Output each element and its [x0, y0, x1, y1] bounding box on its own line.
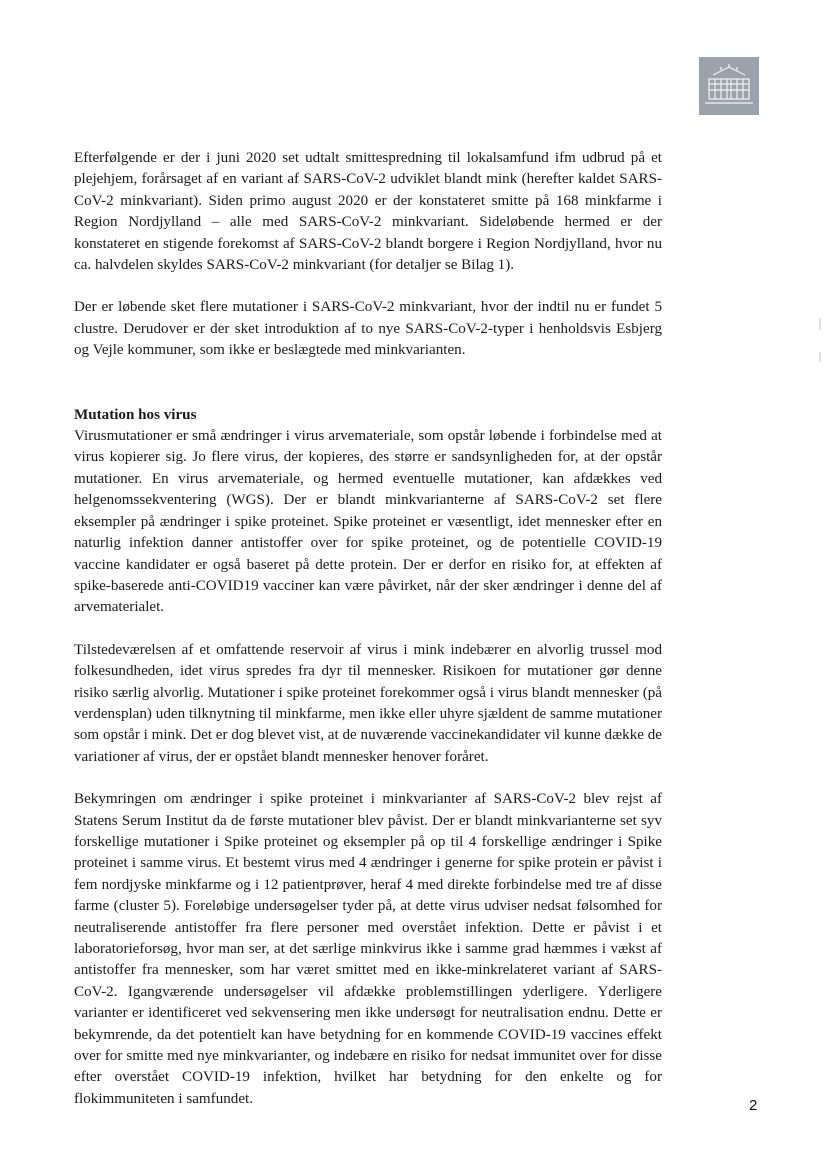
- paragraph: Efterfølgende er der i juni 2020 set udtalt smittespredning til lokalsamfund ifm udbrud på et plejehjem, forårsaget af en variant af SARS-CoV-2 udviklet blandt mink (herefter kaldet SARS-CoV-2 minkvariant). Siden primo august 2020 er der konstateret smitte på 168 minkfarme i Region Nordjylland – alle med SARS-CoV-2 minkvariant. Sideløbende hermed er der konstateret en stigende forekomst af SARS-CoV-2 blandt borgere i Region Nordjylland, hvor nu ca. halvdelen skyldes SARS-CoV-2 minkvariant (for detaljer se Bilag 1).: [74, 150, 662, 274]
- ministry-logo: [699, 57, 759, 115]
- building-emblem-icon: [699, 57, 759, 115]
- page-number: 2: [749, 1097, 758, 1114]
- paragraph: Virusmutationer er små ændringer i virus arvemateriale, som opstår løbende i forbindelse med at virus kopierer sig. Jo flere virus, der kopieres, des større er sandsynligheden for, at der opstår mutationer. En virus arvemateriale, og hermed eventuelle mutationer, kan afdækkes ved helgenomssekventering (WGS). Der er blandt minkvarianterne af SARS-CoV-2 set flere eksempler på ændringer i spike proteinet. Spike proteinet er væsentligt, idet mennesker efter en naturlig infektion danner antistoffer over for spike proteinet, og de potentielle COVID-19 vaccine kandidater er også baseret på dette protein. Der er derfor en risiko for, at effekten af spike-baserede anti-COVID19 vacciner kan være påvirket, når der sker ændringer i denne del af arvematerialet.: [74, 428, 662, 616]
- section-heading: Mutation hos virus: [74, 406, 197, 423]
- scan-artifact: [819, 318, 821, 330]
- scan-artifact: [819, 352, 821, 362]
- paragraph: Bekymringen om ændringer i spike proteinet i minkvarianter af SARS-CoV-2 blev rejst af Statens Serum Institut da de første mutationer blev påvist. Der er blandt minkvarianterne set syv forskellige mutationer i Spike proteinet og eksempler på op til 4 forskellige ændringer i Spike proteinet i samme virus. Et bestemt virus med 4 ændringer i generne for spike protein er påvist i fem nordjyske minkfarme og i 12 patientprøver, heraf 4 med direkte forbindelse med tre af disse farme (cluster 5). Foreløbige undersøgelser tyder på, at dette virus udviser nedsat følsomhed for neutraliserende antistoffer fra flere personer med overstået infektion. Dette er påvist i et laboratorieforsøg, hvor man ser, at det særlige minkvirus ikke i samme grad hæmmes i vækst af antistoffer fra mennesker, som har været smittet med en ikke-minkrelateret variant af SARS-CoV-2. Igangværende undersøgelser vil afdække problemstillingen yderligere. Yderligere varianter er identificeret ved sekvensering men ikke undersøgt for neutralisation endnu. Dette er bekymrende, da det potentielt kan have betydning for en kommende COVID-19 vaccines effekt over for smitte med nye minkvarianter, og indebære en risiko for nedsat immunitet over for disse efter overstået COVID-19 infektion, hvilket har betydning for den enkelte og for flokimmuniteten i samfundet.: [74, 791, 662, 1107]
- paragraph: Der er løbende sket flere mutationer i SARS-CoV-2 minkvariant, hvor der indtil nu er fundet 5 clustre. Derudover er der sket introduktion af to nye SARS-CoV-2-typer i henholdsvis Esbjerg og Vejle kommuner, som ikke er beslægtede med minkvarianten.: [74, 299, 662, 359]
- paragraph: Tilstedeværelsen af et omfattende reservoir af virus i mink indebærer en alvorlig trussel mod folkesundheden, idet virus spredes fra dyr til mennesker. Risikoen for mutationer gør denne risiko særlig alvorlig. Mutationer i spike proteinet forekommer også i virus blandt mennesker (på verdensplan) uden tilknytning til minkfarme, men ikke eller uhyre sjældent de samme mutationer som opstår i mink. Det er dog blevet vist, at de nuværende vaccinekandidater vil kunne dække de variationer af virus, der er opstået blandt mennesker henover foråret.: [74, 641, 662, 765]
- document-body: [74, 148, 662, 1110]
